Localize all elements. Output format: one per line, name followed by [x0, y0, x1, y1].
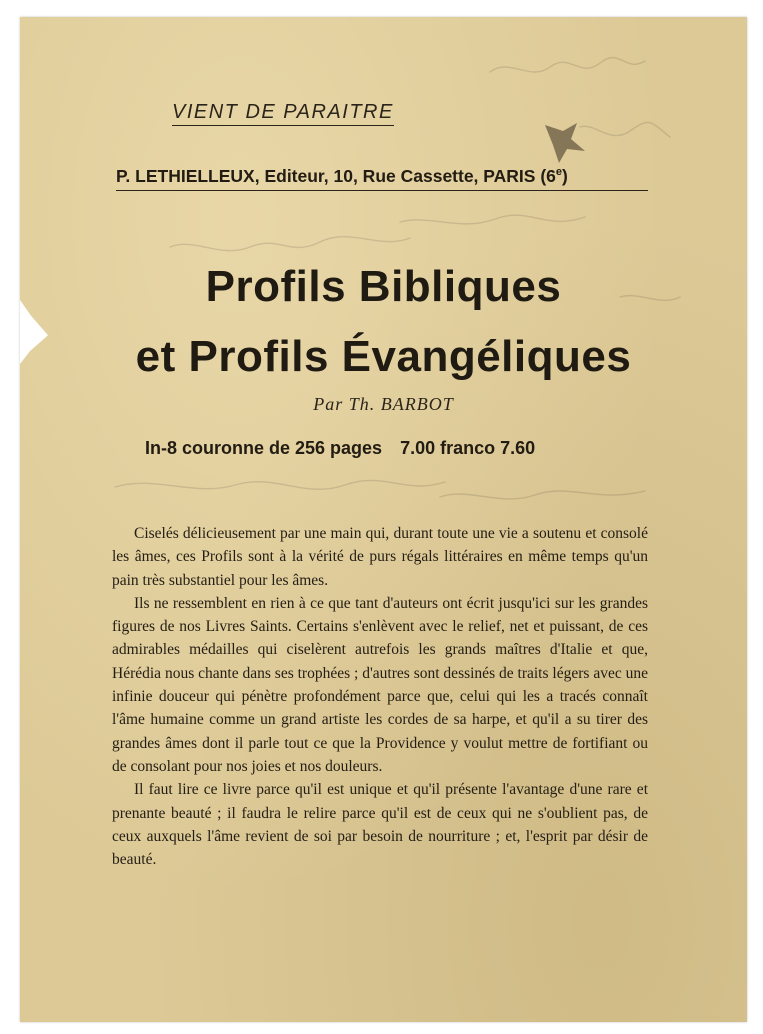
- format-line: [145, 438, 535, 459]
- paragraph: Ils ne ressemblent en rien à ce que tant d'auteurs ont écrit jusqu'ici sur les grandes figures de nos Livres Saints. Certains s'enlèvent avec le relief, net et puissant, de ces admirables médailles qui ciselèrent autrefois les grands maîtres d'Italie et que, Hérédia nous chante dans ses trophées ; d'autres sont dessinés de traits légers avec une infinie douceur qui pénètre profondément parce que, celui qui les a tracés connaît l'âme humaine comme un grand artiste les cordes de sa harpe, et qu'il a su tirer des grandes âmes dont il parle tout ce que la Providence y voulut mettre de fortifiant ou de consolant pour nos joies et nos douleurs.: [112, 594, 648, 775]
- paragraph: Il faut lire ce livre parce qu'il est unique et qu'il présente l'avantage d'une rare et prenante beauté ; il faudra le relire parce qu'il est de ceux qui ne s'oublient pas, de ceux auxquels l'âme revient de soi par besoin de nourriture ; et, l'esprit par désir de beauté.: [112, 781, 648, 869]
- book-price: 7.00 franco 7.60: [400, 438, 536, 458]
- publisher-line: [116, 166, 648, 191]
- description-body: [112, 522, 648, 871]
- publisher-text: P. LETHIELLEUX, Editeur, 10, Rue Cassette, PARIS (6: [116, 166, 556, 186]
- paragraph: Ciselés délicieusement par une main qui, durant toute une vie a soutenu et consolé les âmes, ces Profils sont à la vérité de purs régals littéraires en même temps qu'un pain très substantiel pour les âmes.: [112, 525, 648, 589]
- book-title-line-2: et Profils Évangéliques: [135, 332, 632, 381]
- book-author: Par Th. BARBOT: [313, 394, 454, 414]
- book-title-line-1: Profils Bibliques: [205, 262, 562, 311]
- book-format: In-8 couronne de 256 pages: [145, 438, 383, 458]
- publisher-close: ): [562, 166, 568, 186]
- publisher-superscript: e: [555, 166, 563, 179]
- announcement-heading: VIENT DE PARAITRE: [172, 101, 394, 126]
